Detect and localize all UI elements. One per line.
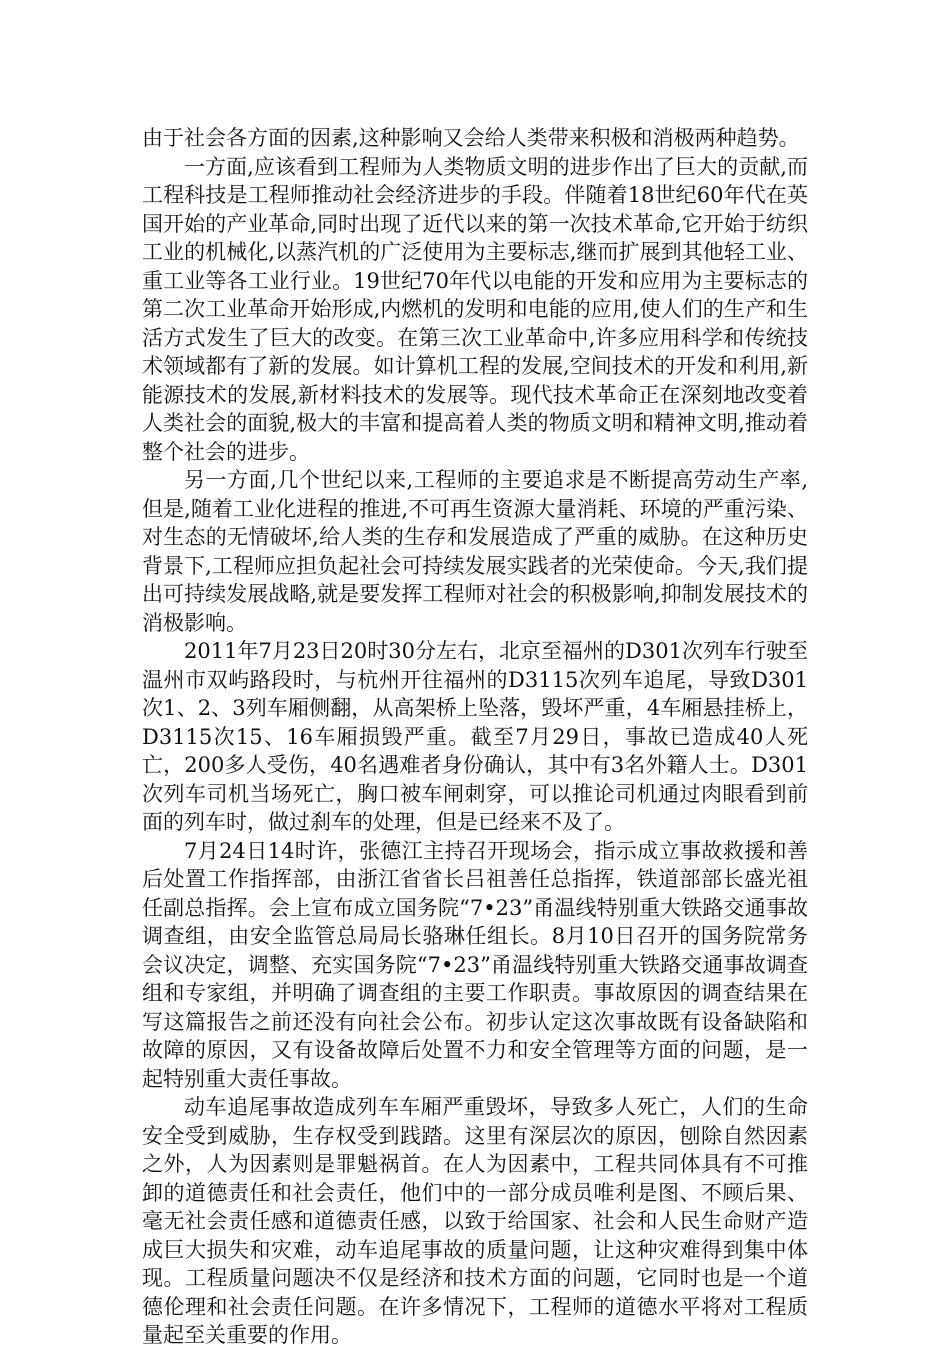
paragraph-investigation: 7月24日14时许，张德江主持召开现场会，指示成立事故救援和善后处置工作指挥部，由浙江省省长吕祖善任总指挥，铁道部部长盛光祖任副总指挥。会上宣布成立国务院“7•23”甬温线特别重大铁路交通事故调查组，由安全监管总局局长骆琳任组长。8月10日召开的国务院常务会议决定，调整、充实国务院“7•23”甬温线特别重大铁路交通事故调查组和专家组，并明确了调查组的主要工作职责。事故原因的调查结果在写这篇报告之前还没有向社会公布。初步认定这次事故既有设备缺陷和故障的原因，又有设备故障后处置不力和安全管理等方面的问题，是一起特别重大责任事故。 (142, 838, 808, 1091)
paragraph-accident-description: 2011年7月23日20时30分左右，北京至福州的D301次列车行驶至温州市双屿路段时，与杭州开往福州的D3115次列车追尾，导致D301次1、2、3列车厢侧翻，从高架桥上坠落，毁坏严重，4车厢悬挂桥上，D3115次15、16车厢损毁严重。截至7月29日，事故已造成40人死亡，200多人受伤，40名遇难者身份确认，其中有3名外籍人士。D301次列车司机当场死亡，胸口被车闸刺穿，可以推论司机通过肉眼看到前面的列车时，做过刹车的处理，但是已经来不及了。 (142, 639, 808, 834)
paragraph-responsibility: 动车追尾事故造成列车车厢严重毁坏，导致多人死亡，人们的生命安全受到威胁，生存权受到践踏。这里有深层次的原因，刨除自然因素之外，人为因素则是罪魁祸首。在人为因素中，工程共同体具有不可推卸的道德责任和社会责任，他们中的一部分成员唯利是图、不顾后果、毫无社会责任感和道德责任感，以致于给国家、社会和人民生命财产造成巨大损失和灾难，动车追尾事故的质量问题，让这种灾难得到集中体现。工程质量问题决不仅是经济和技术方面的问题，它同时也是一个道德伦理和社会责任问题。在许多情况下，工程师的道德水平将对工程质量起至关重要的作用。 (142, 1095, 808, 1347)
paragraph-engineering-progress: 一方面,应该看到工程师为人类物质文明的进步作出了巨大的贡献,而工程科技是工程师推动社会经济进步的手段。伴随着18世纪60年代在英国开始的产业革命,同时出现了近代以来的第一次技术革命,它开始于纺织工业的机械化,以蒸汽机的广泛使用为主要标志,继而扩展到其他轻工业、重工业等各工业行业。19世纪70年代以电能的开发和应用为主要标志的第二次工业革命开始形成,内燃机的发明和电能的应用,使人们的生产和生活方式发生了巨大的改变。在第三次工业革命中,许多应用科学和传统技术领域都有了新的发展。如计算机工程的发展,空间技术的开发和利用,新能源技术的发展,新材料技术的发展等。现代技术革命正在深刻地改变着人类社会的面貌,极大的丰富和提高着人类的物质文明和精神文明,推动着整个社会的进步。 (142, 154, 808, 464)
document-page (142, 124, 808, 1350)
paragraph-continuation: 由于社会各方面的因素,这种影响又会给人类带来积极和消极两种趋势。 (142, 126, 800, 150)
paragraph-negative-impact: 另一方面,几个世纪以来,工程师的主要追求是不断提高劳动生产率,但是,随着工业化进程的推进,不可再生资源大量消耗、环境的严重污染、对生态的无情破坏,给人类的生存和发展造成了严重的威胁。在这种历史背景下,工程师应担负起社会可持续发展实践者的光荣使命。今天,我们提出可持续发展战略,就是要发挥工程师对社会的积极影响,抑制发展技术的消极影响。 (142, 468, 808, 635)
